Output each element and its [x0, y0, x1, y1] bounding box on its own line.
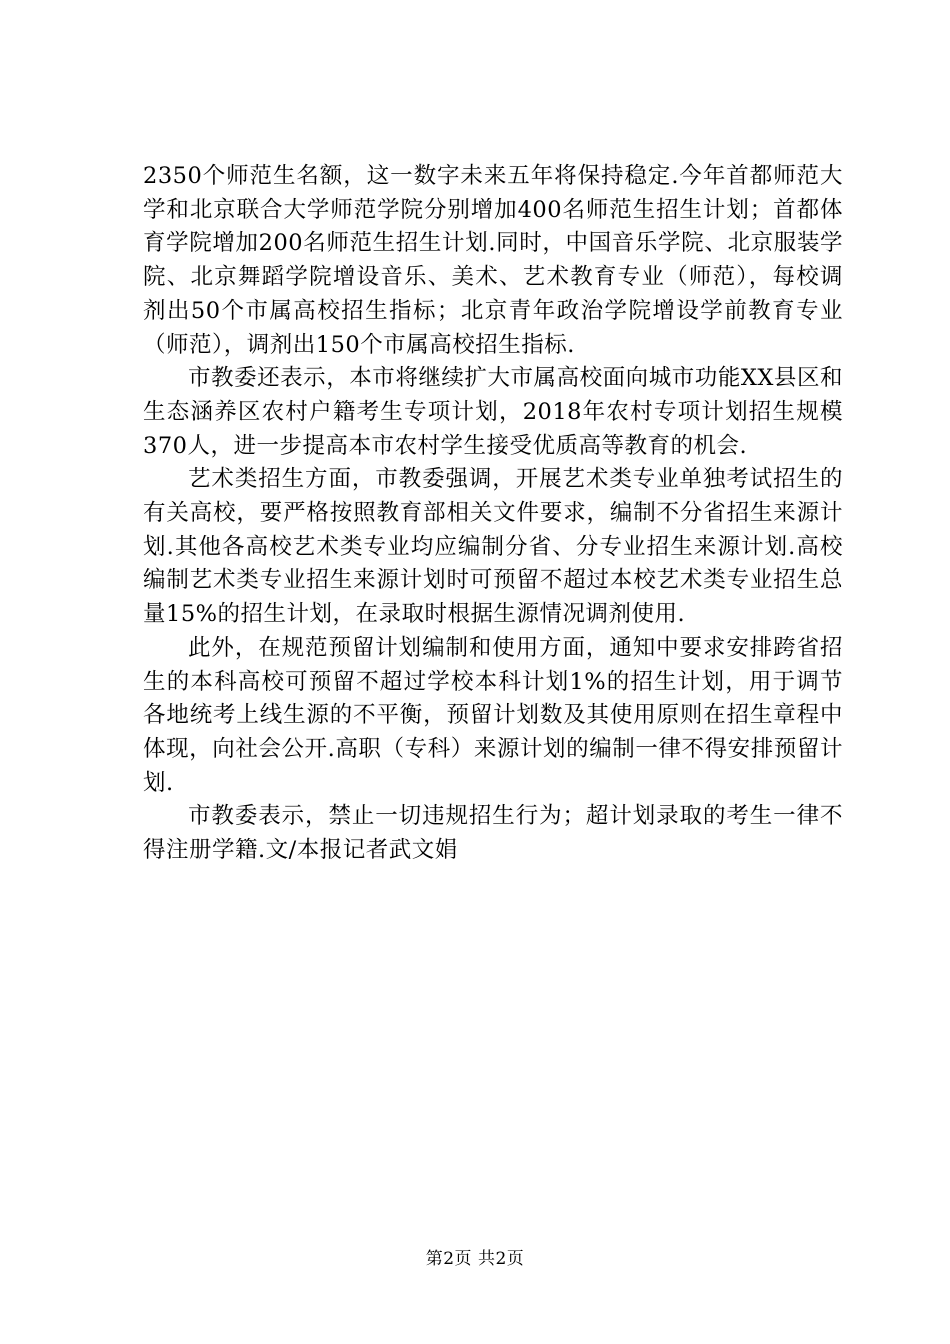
- paragraph-5: 市教委表示，禁止一切违规招生行为；超计划录取的考生一律不得注册学籍.文/本报记者武文娟: [143, 803, 843, 864]
- paragraph-2: 市教委还表示，本市将继续扩大市属高校面向城市功能XX县区和生态涵养区农村户籍考生专项计划，2018年农村专项计划招生规模370人，进一步提高本市农村学生接受优质高等教育的机会.: [143, 365, 843, 459]
- paragraph-1: 2350个师范生名额，这一数字未来五年将保持稳定.今年首都师范大学和北京联合大学师范学院分别增加400名师范生招生计划；首都体育学院增加200名师范生招生计划.同时，中国音乐学院、北京服装学院、北京舞蹈学院增设音乐、美术、艺术教育专业（师范），每校调剂出50个市属高校招生指标；北京青年政治学院增设学前教育专业（师范），调剂出150个市属高校招生指标.: [143, 163, 843, 358]
- paragraph-4: 此外，在规范预留计划编制和使用方面，通知中要求安排跨省招生的本科高校可预留不超过学校本科计划1%的招生计划，用于调节各地统考上线生源的不平衡，预留计划数及其使用原则在招生章程中体现，向社会公开.高职（专科）来源计划的编制一律不得安排预留计划.: [143, 634, 843, 796]
- paragraph-3: 艺术类招生方面，市教委强调，开展艺术类专业单独考试招生的有关高校，要严格按照教育部相关文件要求，编制不分省招生来源计划.其他各高校艺术类专业均应编制分省、分专业招生来源计划.高校编制艺术类专业招生来源计划时可预留不超过本校艺术类专业招生总量15%的招生计划，在录取时根据生源情况调剂使用.: [143, 466, 843, 628]
- article-body: [143, 160, 843, 868]
- page-footer: 第2页 共2页: [425, 1249, 525, 1269]
